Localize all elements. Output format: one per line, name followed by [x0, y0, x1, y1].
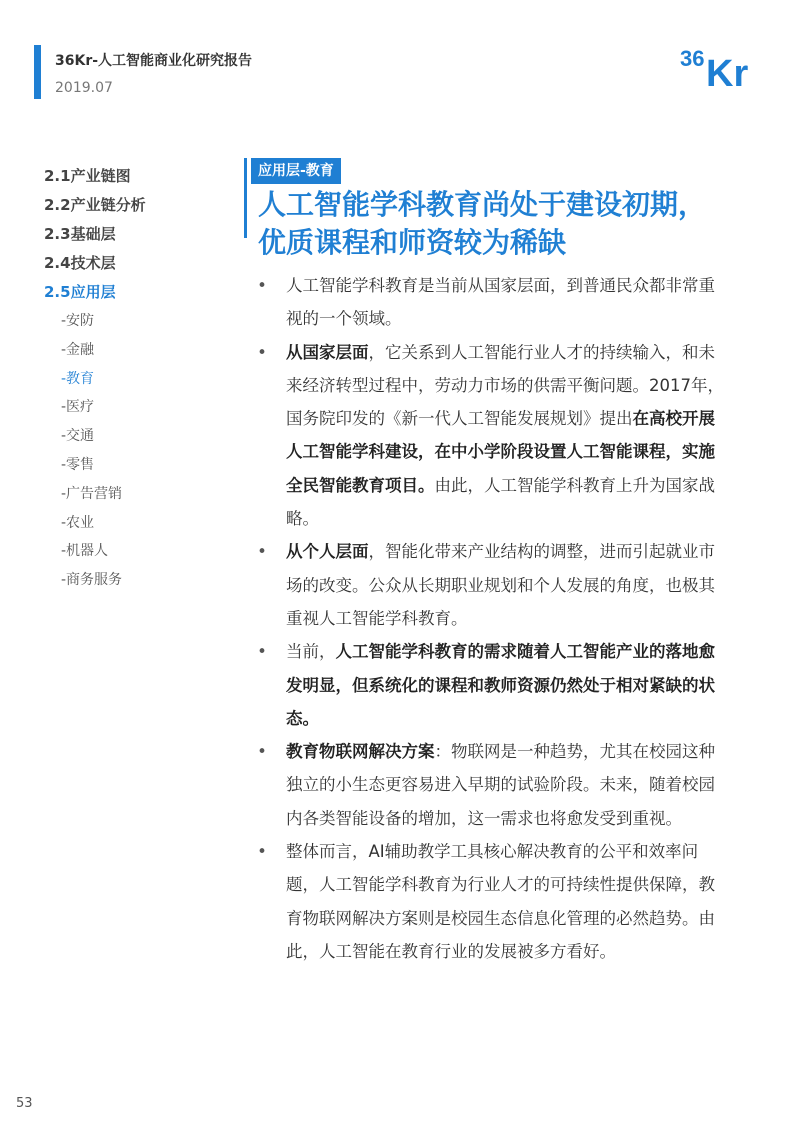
toc-sub-medical[interactable]: -医疗 — [61, 399, 95, 416]
emphasis-text: 教育物联网解决方案 — [286, 742, 435, 762]
toc-sub-education[interactable]: -教育 — [61, 370, 95, 387]
toc-sub-finance[interactable]: -金融 — [61, 341, 95, 358]
report-date: 2019.07 — [55, 80, 113, 96]
toc-sub-business-services[interactable]: -商务服务 — [61, 572, 123, 589]
header-accent-bar — [34, 45, 41, 99]
paragraph-text: 当前， — [286, 642, 336, 662]
svg-text:36: 36 — [680, 46, 705, 71]
svg-text:Kr: Kr — [706, 53, 749, 90]
toc-item-2-1[interactable]: 2.1产业链图 — [44, 167, 131, 185]
toc-item-2-5[interactable]: 2.5应用层 — [44, 283, 116, 301]
table-of-contents — [44, 162, 224, 595]
page-number: 53 — [16, 1096, 33, 1111]
36kr-logo-icon — [680, 42, 764, 90]
toc-item-2-4[interactable]: 2.4技术层 — [44, 254, 116, 272]
emphasis-text: 从个人层面 — [286, 542, 369, 562]
toc-sub-retail[interactable]: -零售 — [61, 456, 95, 473]
toc-item-2-3[interactable]: 2.3基础层 — [44, 225, 116, 243]
toc-sub-advertising[interactable]: -广告营销 — [61, 485, 123, 502]
list-item — [256, 735, 726, 835]
bullet-dot: • — [257, 342, 267, 362]
bullet-dot: • — [257, 842, 267, 862]
list-item — [256, 336, 726, 536]
toc-sub-security[interactable]: -安防 — [61, 313, 95, 329]
title-accent-bar — [244, 158, 247, 238]
section-tag: 应用层-教育 — [251, 158, 341, 184]
paragraph-text: ，它关系到人工智能行业人才的持续输入，和未来经济转型过程中，劳动力市场的供需平衡问题。2017年，国务院印发的《新一代人工智能发展规划》提出 — [286, 342, 724, 429]
report-title: 36Kr-人工智能商业化研究报告 — [55, 53, 253, 69]
list-item — [256, 635, 726, 735]
bullet-dot: • — [257, 276, 267, 295]
toc-sub-agriculture[interactable]: -农业 — [61, 514, 95, 531]
toc-sub-robotics[interactable]: -机器人 — [61, 543, 109, 560]
emphasis-text: 人工智能学科教育的需求随着人工智能产业的落地愈发明显，但系统化的课程和教师资源仍然处于相对紧缺的状态。 — [286, 642, 715, 728]
bullet-dot: • — [257, 542, 267, 562]
list-item — [256, 535, 726, 635]
emphasis-text: 在高校开展人工智能学科建设，在中小学阶段设置人工智能课程，实施全民智能教育项目。 — [286, 409, 715, 495]
toc-sub-transport[interactable]: -交通 — [61, 428, 95, 445]
paragraph-text: 整体而言，AI辅助教学工具核心解决教育的公平和效率问题，人工智能学科教育为行业人才的可持续性提供保障，教育物联网解决方案则是校园生态信息化管理的必然趋势。由此，人工智能在教育行业的发展被多方看好。 — [286, 842, 715, 961]
bullet-list — [256, 269, 726, 968]
bullet-dot: • — [257, 642, 267, 662]
paragraph-text: ，智能化带来产业结构的调整，进而引起就业市场的改变。公众从长期职业规划和个人发展的角度，也极其重视人工智能学科教育。 — [286, 542, 715, 628]
paragraph-text: 人工智能学科教育是当前从国家层面，到普通民众都非常重视的一个领域。 — [286, 276, 715, 329]
page-title: 人工智能学科教育尚处于建设初期，优质课程和师资较为稀缺 — [258, 188, 707, 259]
list-item — [256, 269, 726, 336]
toc-item-2-2[interactable]: 2.2产业链分析 — [44, 196, 146, 214]
list-item — [256, 835, 726, 968]
bullet-dot: • — [257, 742, 267, 762]
emphasis-text: 从国家层面 — [286, 342, 369, 362]
paragraph-text: ：物联网是一种趋势，尤其在校园这种独立的小生态更容易进入早期的试验阶段。未来，随着校园内各类智能设备的增加，这一需求也将愈发受到重视。 — [286, 742, 715, 828]
paragraph-text: 由此，人工智能学科教育上升为国家战略。 — [286, 475, 715, 529]
